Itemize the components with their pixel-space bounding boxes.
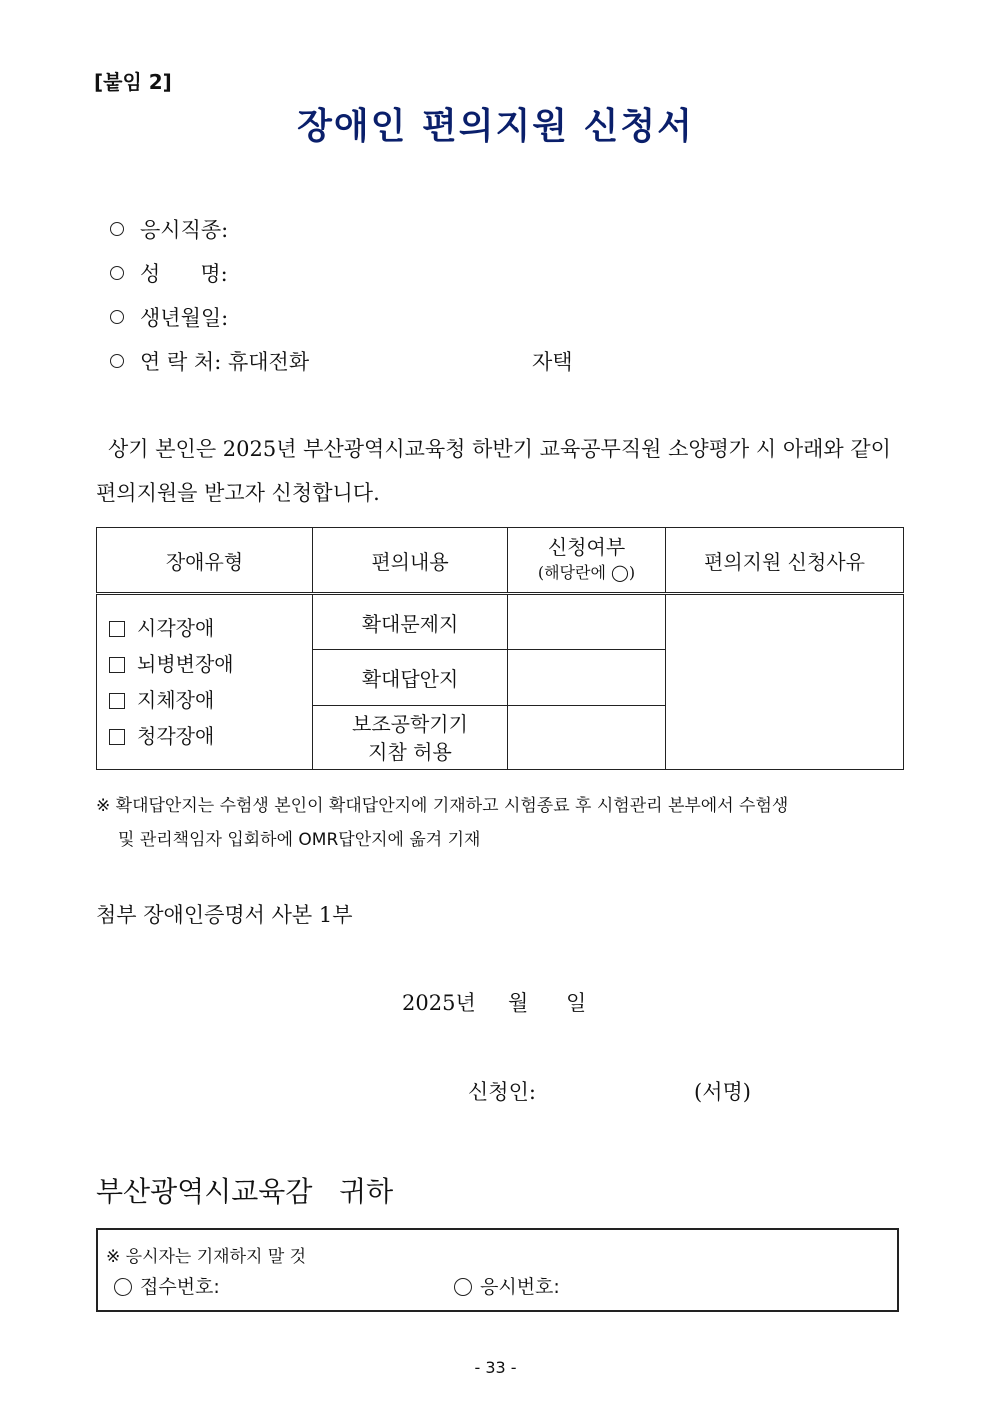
office-use-box: [96, 1228, 899, 1312]
header-reason: 편의지원 신청사유: [666, 528, 904, 594]
header-content: 편의내용: [313, 528, 508, 594]
content-enlarged-answer: 확대답안지: [313, 650, 508, 706]
office-note: ※ 응시자는 기재하지 말 것: [106, 1247, 307, 1267]
header-apply: 신청여부 (해당란에 ◯): [508, 528, 666, 594]
type-visual[interactable]: 시각장애: [97, 610, 312, 646]
reason-cell[interactable]: [666, 594, 904, 770]
circle-bullet-icon: [454, 1278, 472, 1296]
signature-label: (서명): [694, 1080, 751, 1104]
type-hearing[interactable]: 청각장애: [97, 718, 312, 754]
receipt-number-field: 접수번호:: [114, 1272, 220, 1299]
content-assistive-device: 보조공학기기 지참 허용: [313, 706, 508, 770]
type-physical[interactable]: 지체장애: [97, 682, 312, 718]
home-phone-label: 자택: [532, 350, 573, 374]
apply-cell-2[interactable]: [508, 650, 666, 706]
apply-cell-1[interactable]: [508, 594, 666, 650]
attachment-document: 첨부 장애인증명서 사본 1부: [96, 903, 353, 927]
checkbox-icon[interactable]: [109, 729, 125, 745]
date-day: 일: [566, 991, 587, 1015]
circle-bullet-icon: [114, 1278, 132, 1296]
page-number: - 33 -: [474, 1358, 517, 1377]
field-contact: 연 락 처: 휴대전화: [110, 346, 309, 376]
circle-bullet-icon: [110, 354, 124, 368]
addressee: 부산광역시교육감 귀하: [96, 1175, 394, 1208]
note-line-2: 및 관리책임자 입회하에 OMR답안지에 옮겨 기재: [118, 830, 481, 850]
form-title: 장애인 편의지원 신청서: [297, 106, 694, 147]
date-year: 2025년: [402, 991, 476, 1015]
applicant-label: 신청인:: [468, 1080, 536, 1104]
exam-number-field: 응시번호:: [454, 1272, 560, 1299]
note-line-1: ※ 확대답안지는 수험생 본인이 확대답안지에 기재하고 시험종료 후 시험관리 본부에서 수험생: [96, 796, 789, 816]
content-enlarged-question: 확대문제지: [313, 594, 508, 650]
circle-bullet-icon: [110, 266, 124, 280]
checkbox-icon[interactable]: [109, 621, 125, 637]
checkbox-icon[interactable]: [109, 693, 125, 709]
circle-bullet-icon: [110, 222, 124, 236]
accommodation-table: [96, 527, 904, 770]
request-paragraph: 상기 본인은 2025년 부산광역시교육청 하반기 교육공무직원 소양평가 시 아래와 같이 편의지원을 받고자 신청합니다.: [96, 437, 891, 505]
checkbox-icon[interactable]: [109, 657, 125, 673]
disability-type-cell: [97, 594, 313, 770]
type-brain-lesion[interactable]: 뇌병변장애: [97, 646, 312, 682]
field-job-type: 응시직종:: [110, 214, 228, 244]
date-month: 월: [508, 991, 529, 1015]
header-type: 장애유형: [97, 528, 313, 594]
circle-bullet-icon: [110, 310, 124, 324]
attachment-label: [붙임 2]: [94, 70, 172, 94]
field-birthdate: 생년월일:: [110, 302, 228, 332]
field-name: 성 명:: [110, 258, 228, 288]
apply-cell-3[interactable]: [508, 706, 666, 770]
